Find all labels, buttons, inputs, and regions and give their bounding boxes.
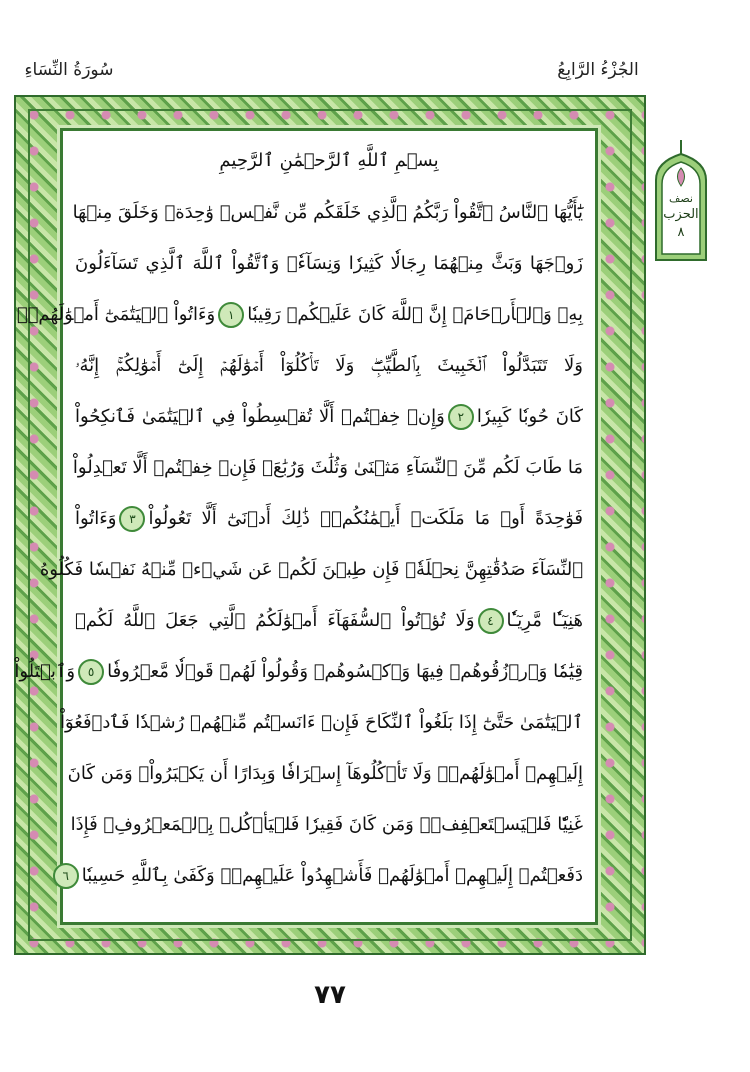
verse-line bbox=[70, 805, 583, 845]
ayah-number-marker: ٤ bbox=[478, 608, 504, 634]
text-panel bbox=[14, 128, 598, 925]
verse-line bbox=[39, 550, 583, 590]
verse-line bbox=[67, 754, 583, 794]
verse-text: ٱلۡيَتَٰمَىٰ حَتَّىٰٓ إِذَا بَلَغُواْ ٱلنِّكَاحَ فَإِنۡ ءَانَسۡتُم مِّنۡهُمۡ رُشۡدٗا فَٱدۡفَعُوٓاْ bbox=[59, 712, 583, 733]
verse-text: وَلَا تُؤۡتُواْ ٱلسُّفَهَآءَ أَمۡوَٰلَكُمُ ٱلَّتِي جَعَلَ ٱللَّهُ لَكُمۡ bbox=[75, 610, 475, 631]
verse-text: بِهِۦ وَٱلۡأَرۡحَامَۚ إِنَّ ٱللَّهَ كَانَ عَلَيۡكُمۡ رَقِيبٗا bbox=[247, 304, 583, 325]
verse-line bbox=[72, 448, 583, 488]
hizb-marker bbox=[652, 140, 710, 262]
page-number: ٧٧ bbox=[314, 980, 346, 1010]
ayah-number-marker: ٣ bbox=[119, 506, 145, 532]
ayah-number-marker: ٥ bbox=[78, 659, 104, 685]
verse-line bbox=[75, 244, 583, 284]
verse-text: مَا طَابَ لَكُم مِّنَ ٱلنِّسَآءِ مَثۡنَىٰ وَثُلَٰثَ وَرُبَٰعَۖ فَإِنۡ خِفۡتُمۡ أَلَّا تَعۡدِلُواْ bbox=[72, 457, 583, 478]
verse-line bbox=[75, 499, 583, 539]
verse-line bbox=[62, 856, 583, 896]
hizb-label-half: نصف bbox=[669, 192, 693, 205]
verse-text: إِلَيۡهِمۡ أَمۡوَٰلَهُمۡۖ وَلَا تَأۡكُلُوهَآ إِسۡرَافٗا وَبِدَارًا أَن يَكۡبَرُواْۚ وَمَن كَانَ bbox=[67, 763, 583, 784]
verse-text: وَٱبۡتَلُواْ bbox=[14, 661, 76, 682]
verse-line bbox=[75, 601, 583, 641]
ayah-number-marker: ١ bbox=[218, 302, 244, 328]
surah-header: سُورَةُ النِّسَاءِ bbox=[24, 60, 114, 80]
verse-text: هَنِيٓـٔٗا مَّرِيٓـٔٗا bbox=[506, 610, 583, 631]
verse-line bbox=[75, 346, 583, 386]
hizb-label: الحزب bbox=[663, 207, 699, 222]
verse-text: زَوۡجَهَا وَبَثَّ مِنۡهُمَا رِجَالٗا كَثِيرٗا وَنِسَآءٗۚ وَٱتَّقُواْ ٱللَّهَ ٱلَّذِي تَسَآءَلُونَ bbox=[75, 253, 583, 274]
verse-text: يَٰٓأَيُّهَا ٱلنَّاسُ ٱتَّقُواْ رَبَّكُمُ ٱلَّذِي خَلَقَكُم مِّن نَّفۡسٖ وَٰحِدَةٖ وَخَلَقَ مِنۡهَا bbox=[72, 202, 583, 223]
verse-text: ٱلنِّسَآءَ صَدُقَٰتِهِنَّ نِحۡلَةٗۚ فَإِن طِبۡنَ لَكُمۡ عَن شَيۡءٖ مِّنۡهُ نَفۡسٗا فَكُلُوهُ bbox=[39, 559, 583, 580]
verse-text: دَفَعۡتُمۡ إِلَيۡهِمۡ أَمۡوَٰلَهُمۡ فَأَشۡهِدُواْ عَلَيۡهِمۡۚ وَكَفَىٰ بِٱللَّهِ حَسِيبٗا bbox=[81, 865, 583, 886]
basmala: بِسۡمِ ٱللَّهِ ٱلرَّحۡمَٰنِ ٱلرَّحِيمِ bbox=[219, 150, 439, 171]
verse-line bbox=[16, 295, 583, 335]
verse-text: غَنِيّٗا فَلۡيَسۡتَعۡفِفۡۖ وَمَن كَانَ فَقِيرٗا فَلۡيَأۡكُلۡ بِٱلۡمَعۡرُوفِۚ فَإِذَا bbox=[70, 814, 583, 835]
verse-text: وَإِنۡ خِفۡتُمۡ أَلَّا تُقۡسِطُواْ فِي ٱلۡيَتَٰمَىٰ فَٱنكِحُواْ bbox=[75, 406, 445, 427]
verse-text: وَءَاتُواْ bbox=[75, 508, 117, 529]
verse-text: كَانَ حُوبٗا كَبِيرٗا bbox=[476, 406, 583, 427]
ayah-number-marker: ٦ bbox=[53, 863, 79, 889]
verse-text: وَءَاتُواْ ٱلۡيَتَٰمَىٰٓ أَمۡوَٰلَهُمۡۖ bbox=[16, 304, 216, 325]
verse-text: فَوَٰحِدَةً أَوۡ مَا مَلَكَتۡ أَيۡمَٰنُكُمۡۚ ذَٰلِكَ أَدۡنَىٰٓ أَلَّا تَعُولُواْ bbox=[148, 508, 583, 529]
ayah-number-marker: ٢ bbox=[448, 404, 474, 430]
verse-text: وَلَا تَتَبَدَّلُواْ ٱلۡخَبِيثَ بِٱلطَّيِّبِۖ وَلَا تَأۡكُلُوٓاْ أَمۡوَٰلَهُمۡ إِلَىٰٓ أَمۡوَٰلِكُمۡۚ إِنَّهُۥ bbox=[75, 355, 583, 376]
juz-header: الجُزْءُ الرَّابِعُ bbox=[557, 60, 639, 80]
verse-line bbox=[72, 193, 583, 233]
verse-line bbox=[14, 652, 583, 692]
verse-line bbox=[75, 397, 583, 437]
verse-line bbox=[59, 703, 583, 743]
hizb-number: ٨ bbox=[677, 225, 685, 240]
verse-text: قِيَٰمٗا وَٱرۡزُقُوهُمۡ فِيهَا وَٱكۡسُوهُمۡ وَقُولُواْ لَهُمۡ قَوۡلٗا مَّعۡرُوفٗا bbox=[107, 661, 583, 682]
